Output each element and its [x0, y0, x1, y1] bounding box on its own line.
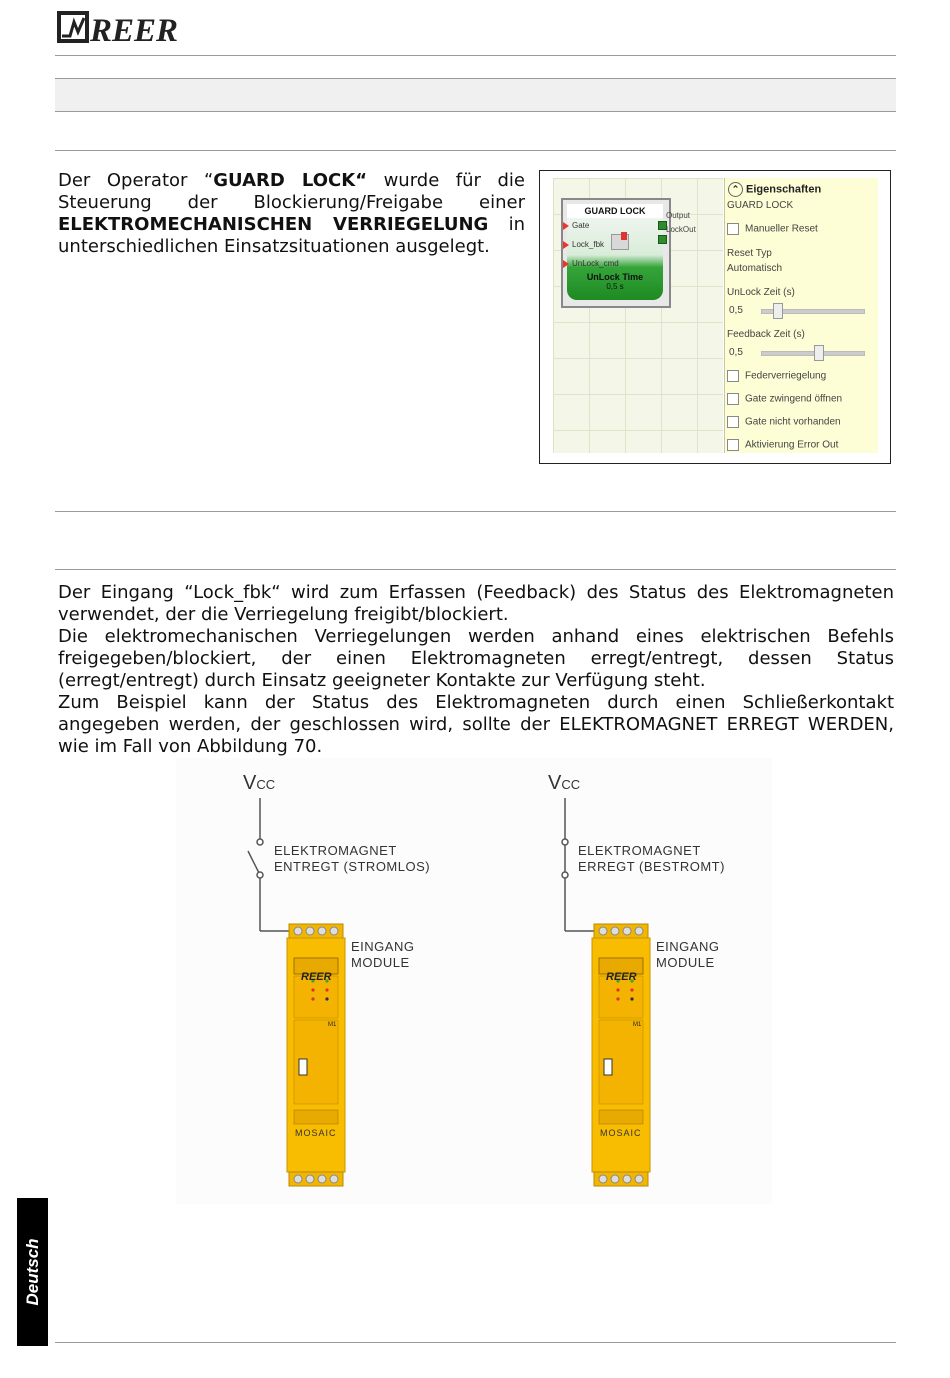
vcc-label-left: VCC	[243, 772, 276, 794]
body-line-5: (erregt/entregt) durch Einsatz geeigneter Kontakte zur Verfügung steht.	[58, 670, 706, 691]
input-label-lock-fbk: Lock_fbk	[572, 240, 605, 249]
unlock-time-value: 0,5	[729, 305, 743, 316]
guard-lock-screenshot	[539, 170, 891, 464]
block-body	[567, 218, 663, 300]
wiring-diagram-graphic	[176, 758, 772, 1204]
reset-type-label: Reset Typ	[727, 248, 772, 259]
section-rule-2	[55, 511, 896, 512]
unlock-time-slider[interactable]	[761, 309, 865, 314]
intro-paragraph	[58, 170, 525, 258]
unlock-time-slider-knob[interactable]	[773, 303, 783, 319]
block-param-value: 0,5 s	[606, 282, 624, 291]
block-title: GUARD LOCK	[567, 204, 663, 218]
module-right	[592, 924, 650, 1186]
body-line-8: wie im Fall von Abbildung 70.	[58, 736, 323, 757]
section-title-band	[55, 78, 896, 112]
intro-line-4: unterschiedlichen Einsatzsituationen ausgelegt.	[58, 236, 490, 257]
feedback-time-slider-knob[interactable]	[814, 345, 824, 361]
body-line-3: Die elektromechanischen Verriegelungen werden anhand eines elektrischen Befehls	[58, 626, 894, 647]
feedback-time-value: 0,5	[729, 347, 743, 358]
output-label-output: Output	[666, 211, 691, 220]
feedback-time-slider[interactable]	[761, 351, 865, 356]
reer-logo-graphic	[57, 8, 187, 48]
collapse-icon[interactable]: ⌃	[728, 182, 743, 197]
logo-text: REER	[90, 13, 179, 48]
reset-type-select[interactable]: Automatisch	[727, 263, 783, 274]
left-module-label: EINGANG MODULE	[351, 939, 415, 970]
intro-line-3: ELEKTROMECHANISCHEN VERRIEGELUNG in	[58, 214, 525, 235]
unlock-time-label: UnLock Zeit (s)	[727, 287, 795, 298]
module-left	[287, 924, 345, 1186]
section-rule	[55, 150, 896, 151]
body-line-4: freigegeben/blockiert, der einen Elektromagneten erregt/entregt, dessen Status	[58, 648, 894, 669]
body-line-2: verwendet, der die Verriegelung freigibt/blockiert.	[58, 604, 509, 625]
prop-name: GUARD LOCK	[727, 200, 794, 211]
reer-logo	[57, 8, 187, 48]
wiring-diagram	[176, 758, 772, 1204]
section-rule-3	[55, 569, 896, 570]
option-checkbox-3[interactable]: Gate nicht vorhanden	[727, 416, 841, 428]
input-port-unlock-cmd	[563, 260, 569, 268]
header-rule	[55, 55, 896, 56]
intro-line-1: Der Operator “GUARD LOCK“ wurde für die	[58, 170, 525, 191]
intro-line-2: Steuerung der Blockierung/Freigabe einer	[58, 192, 525, 213]
body-line-6: Zum Beispiel kann der Status des Elektromagneten durch einen Schließerkontakt	[58, 692, 894, 713]
svg-text:M1: M1	[328, 1022, 337, 1028]
feedback-time-label: Feedback Zeit (s)	[727, 329, 805, 340]
svg-text:REER: REER	[301, 971, 332, 983]
output-label-lockout: LockOut	[666, 225, 696, 234]
manual-reset-checkbox[interactable]: Manueller Reset	[727, 223, 818, 235]
body-paragraph	[58, 582, 894, 758]
input-label-gate: Gate	[572, 221, 590, 230]
output-port-lockout	[658, 235, 667, 244]
canvas-grid	[553, 178, 723, 453]
svg-text:MOSAIC: MOSAIC	[600, 1128, 642, 1138]
option-checkbox-1[interactable]: Federverriegelung	[727, 370, 826, 382]
right-module-label: EINGANG MODULE	[656, 939, 720, 970]
svg-text:MOSAIC: MOSAIC	[295, 1128, 337, 1138]
svg-text:M1: M1	[633, 1022, 642, 1028]
body-line-7: angegeben werden, der geschlossen wird, sollte der ELEKTROMAGNET ERREGT WERDEN,	[58, 714, 894, 735]
lock-icon	[611, 234, 629, 250]
language-tab: Deutsch	[17, 1198, 48, 1346]
vcc-label-right: VCC	[548, 772, 581, 794]
option-checkbox-2[interactable]: Gate zwingend öffnen	[727, 393, 842, 405]
input-port-lock-fbk	[563, 241, 569, 249]
properties-header[interactable]: ⌃ Eigenschaften	[728, 182, 821, 197]
right-switch-label: ELEKTROMAGNET ERREGT (BESTROMT)	[578, 843, 725, 874]
svg-text:REER: REER	[606, 971, 637, 983]
input-port-gate	[563, 222, 569, 230]
guard-lock-block	[561, 198, 671, 308]
footer-rule	[55, 1342, 896, 1343]
input-label-unlock-cmd: UnLock_cmd	[572, 259, 619, 268]
properties-panel	[724, 178, 878, 453]
body-line-1: Der Eingang “Lock_fbk“ wird zum Erfassen (Feedback) des Status des Elektromagneten	[58, 582, 894, 603]
block-param-label: UnLock Time	[586, 272, 644, 282]
left-switch-label: ELEKTROMAGNET ENTREGT (STROMLOS)	[274, 843, 431, 874]
option-checkbox-4[interactable]: Aktivierung Error Out	[727, 439, 838, 451]
